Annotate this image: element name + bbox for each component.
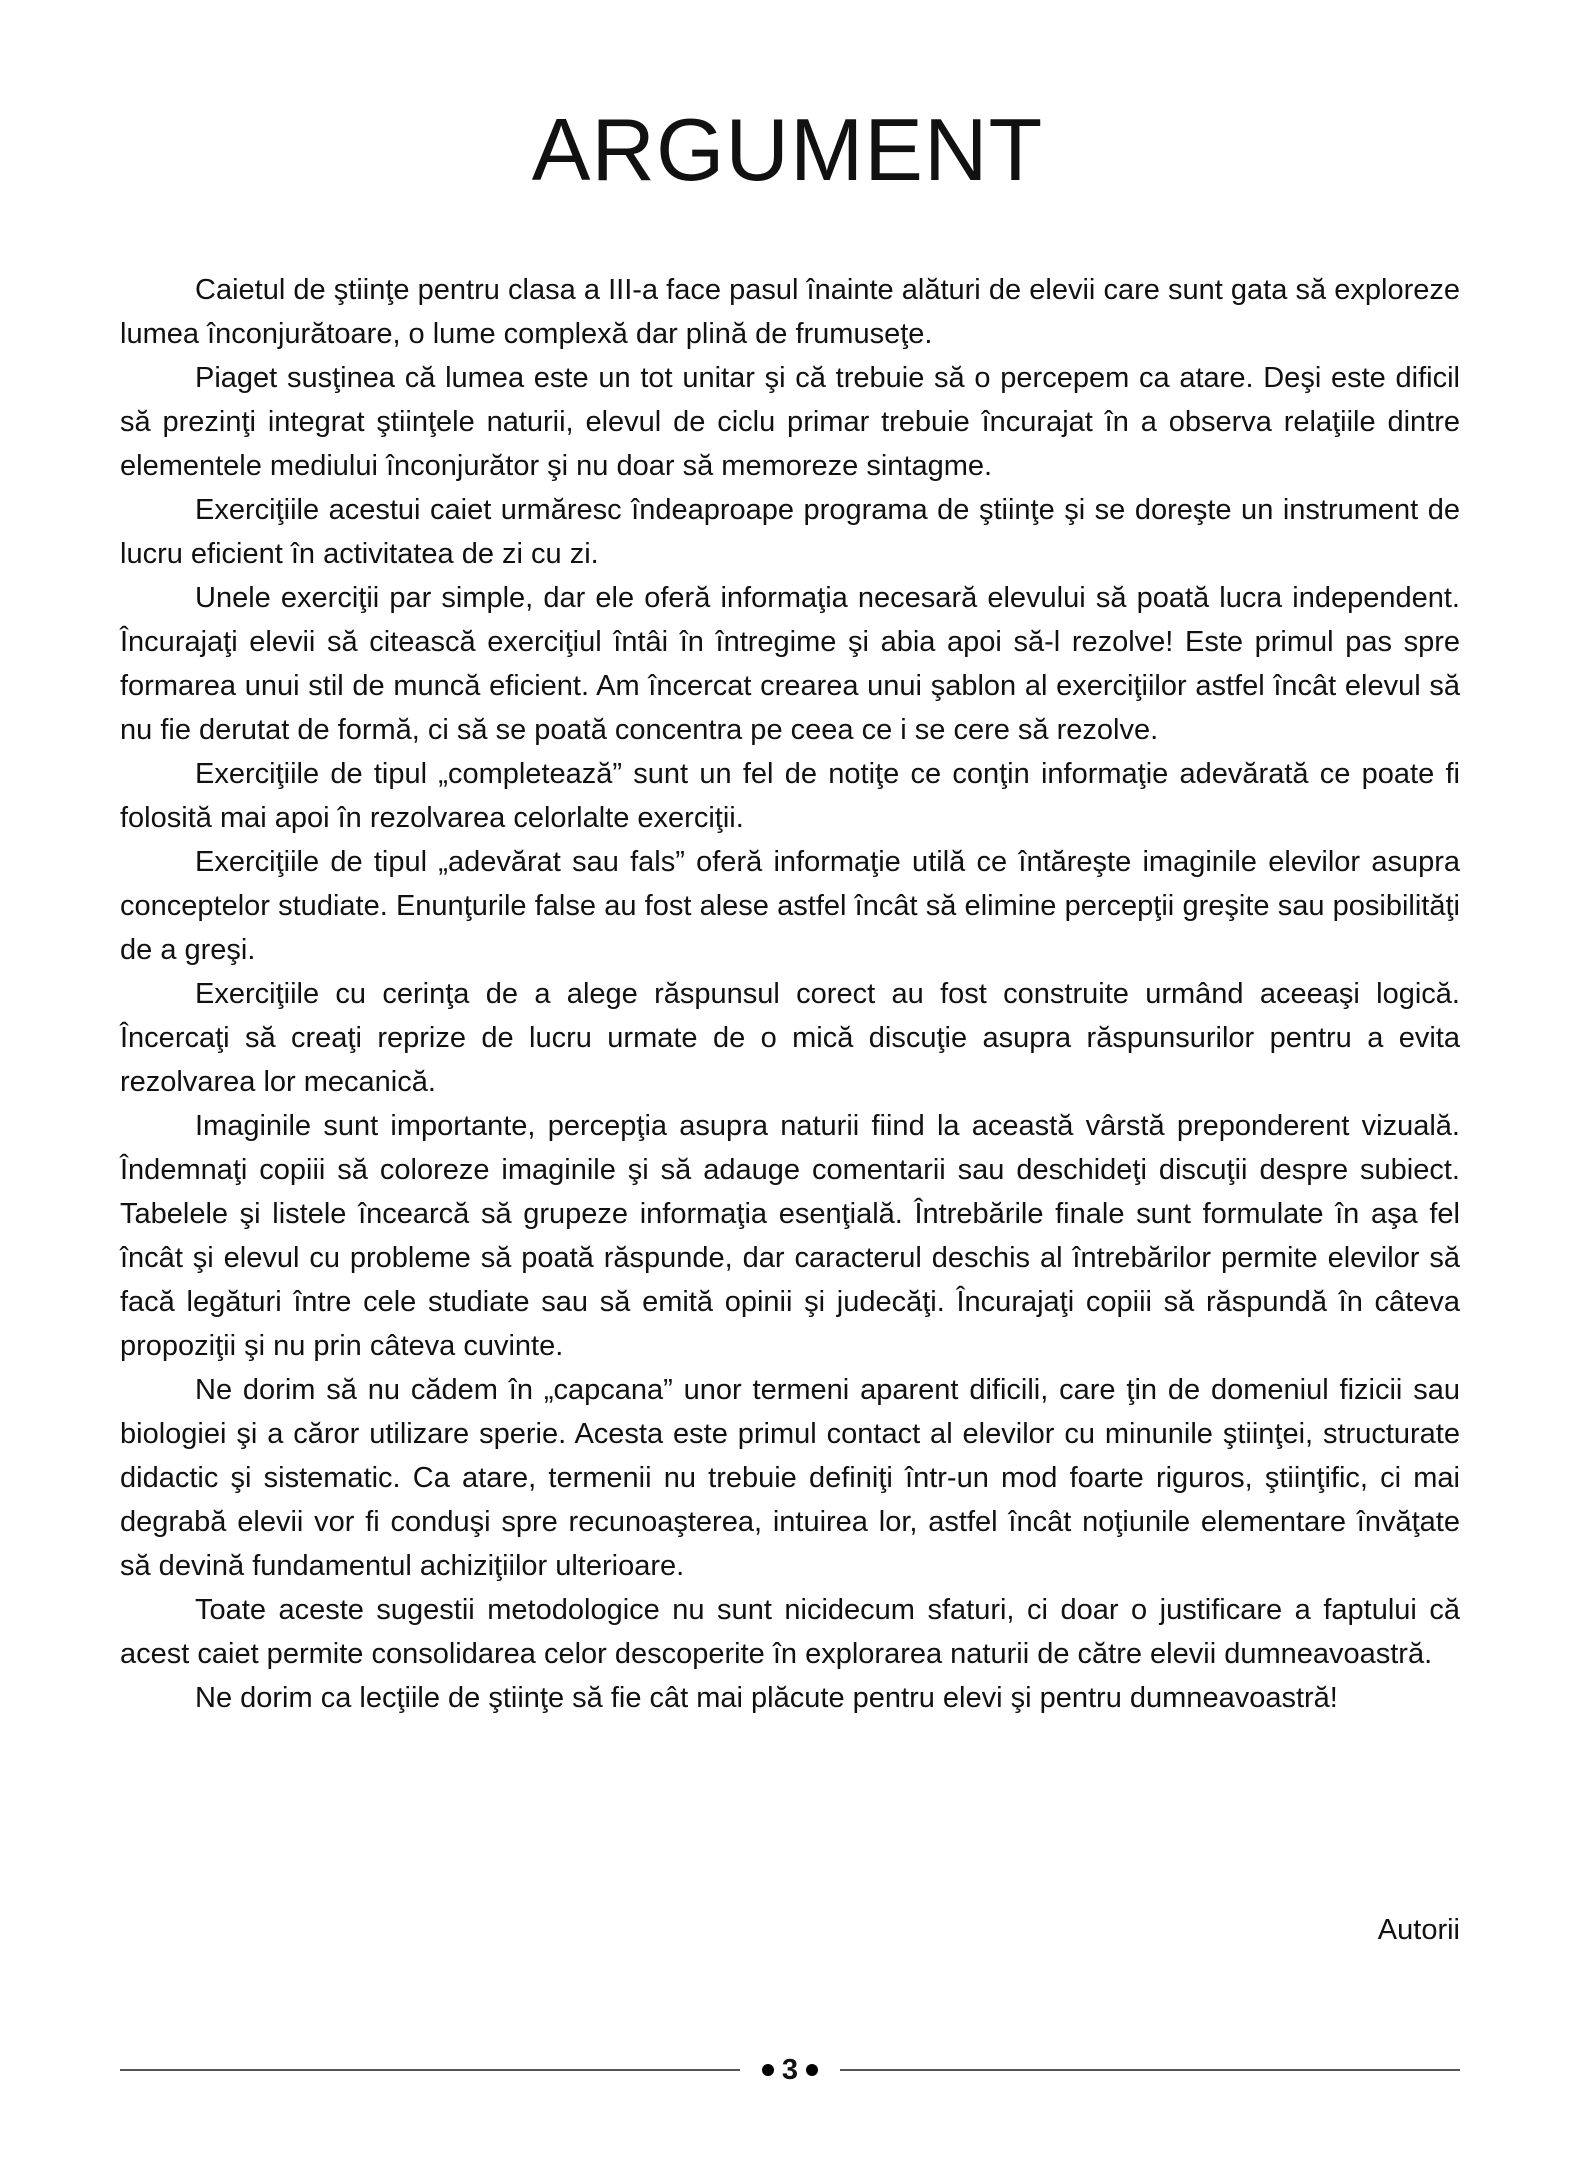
bullet-dot-icon: [806, 2064, 818, 2076]
paragraph: Piaget susţinea că lumea este un tot unitar şi că trebuie să o percepem ca atare. Deşi este dificil să prezinţi integrat ştiinţele naturii, elevul de ciclu primar trebuie încurajat în a observa relaţiile dintre elementele mediului înconjurător şi nu doar să memoreze sintagme.: [120, 362, 1460, 482]
paragraph: Caietul de ştiinţe pentru clasa a III-a face pasul înainte alături de elevii care sunt gata să exploreze lumea înconjurătoare, o lume complexă dar plină de frumuseţe.: [120, 274, 1460, 350]
bullet-dot-icon: [762, 2064, 774, 2076]
paragraph: Exerciţiile cu cerinţa de a alege răspunsul corect au fost construite urmând aceeaşi logică. Încercaţi să creaţi reprize de lucru urmate de o mică discuţie asupra răspunsurilor pentru a evita rezolvarea lor mecanică.: [120, 978, 1460, 1098]
paragraph: Imaginile sunt importante, percepţia asupra naturii fiind la această vârstă preponderent vizuală. Îndemnaţi copiii să coloreze imaginile şi să adauge comentarii sau deschideţi discuţii despre subiect. Tabelele şi listele încearcă să grupeze informaţia esenţială. Întrebările finale sunt formulate în aşa fel încât şi elevul cu probleme să poată răspunde, dar caracterul deschis al întrebărilor permite elevilor să facă legături între cele studiate sau să emită opinii şi judecăţi. Încurajaţi copiii să răspundă în câteva propoziţii şi nu prin câteva cuvinte.: [120, 1110, 1460, 1362]
paragraph: Toate aceste sugestii metodologice nu sunt nicidecum sfaturi, ci doar o justificare a faptului că acest caiet permite consolidarea celor descoperite în explorarea naturii de către elevii dumneavoastră.: [120, 1594, 1460, 1670]
page-number-group: [740, 2050, 840, 2090]
paragraph: Exerciţiile de tipul „adevărat sau fals” oferă informaţie utilă ce întăreşte imaginile elevilor asupra conceptelor studiate. Enunţurile false au fost alese astfel încât să elimine percepţii greşite sau posibilităţi de a greşi.: [120, 846, 1460, 966]
paragraph: Ne dorim ca lecţiile de ştiinţe să fie cât mai plăcute pentru elevi şi pentru dumneavoastră!: [195, 1682, 1338, 1714]
paragraph: Ne dorim să nu cădem în „capcana” unor termeni aparent dificili, care ţin de domeniul fizicii sau biologiei şi a căror utilizare sperie. Acesta este primul contact al elevilor cu minunile ştiinţei, structurate didactic şi sistematic. Ca atare, termenii nu trebuie definiţi într-un mod foarte riguros, ştiinţific, ci mai degrabă elevii vor fi conduşi spre recunoaşterea, intuirea lor, astfel încât noţiunile elementare învăţate să devină fundamentul achiziţiilor ulterioare.: [120, 1374, 1460, 1582]
footer-divider-right: [840, 2069, 1460, 2071]
paragraph: Exerciţiile acestui caiet urmăresc îndeaproape programa de ştiinţe şi se doreşte un instrument de lucru eficient în activitatea de zi cu zi.: [120, 494, 1460, 570]
signature: Autorii: [1377, 1914, 1460, 1946]
argument-body: [120, 268, 1460, 1720]
paragraph: Unele exerciţii par simple, dar ele oferă informaţia necesară elevului să poată lucra independent. Încurajaţi elevii să citească exerciţiul întâi în întregime şi abia apoi să-l rezolve! Este primul pas spre formarea unui stil de muncă eficient. Am încercat crearea unui şablon al exerciţiilor astfel încât elevul să nu fie derutat de formă, ci să se poată concentra pe ceea ce i se cere să rezolve.: [120, 582, 1460, 746]
paragraph: Exerciţiile de tipul „completează” sunt un fel de notiţe ce conţin informaţie adevărată ce poate fi folosită mai apoi în rezolvarea celorlalte exerciţii.: [120, 758, 1460, 834]
page-title: ARGUMENT: [531, 100, 1044, 199]
footer-divider-left: [120, 2069, 740, 2071]
page-footer: [120, 2054, 1460, 2086]
page-number: 3: [781, 2054, 799, 2086]
